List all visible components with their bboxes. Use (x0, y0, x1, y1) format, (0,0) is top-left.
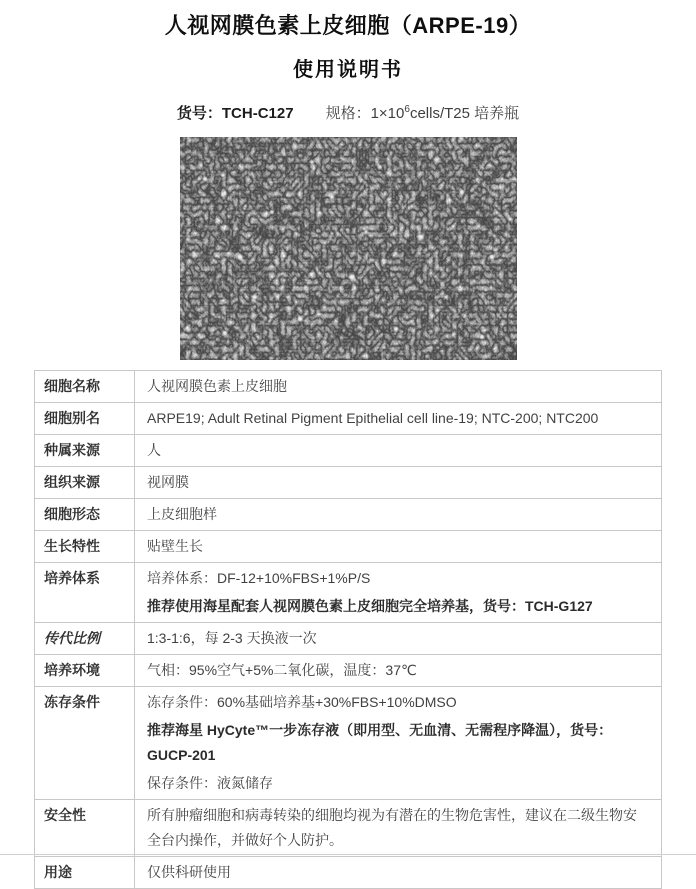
table-row-tissue (35, 467, 662, 499)
table-row-culture-system (35, 563, 662, 623)
row-value: 冻存条件：60%基础培养基+30%FBS+10%DMSO 推荐海星 HyCyte™一步冻存液（即用型、无血清、无需程序降温），货号：GUCP-201 保存条件：液氮储存 (135, 687, 662, 800)
table-row-morphology (35, 499, 662, 531)
cell-info-table (34, 370, 662, 889)
page-subtitle: 使用说明书 (293, 59, 403, 81)
row-value: 人视网膜色素上皮细胞 (135, 371, 662, 403)
row-value: 1:3-1:6，每 2-3 天换液一次 (135, 623, 662, 655)
table-row-species (35, 435, 662, 467)
row-value: 所有肿瘤细胞和病毒转染的细胞均视为有潜在的生物危害性，建议在二级生物安全台内操作，并做好个人防护。 (135, 800, 662, 857)
row-value: 培养体系：DF-12+10%FBS+1%P/S 推荐使用海星配套人视网膜色素上皮细胞完全培养基，货号：TCH-G127 (135, 563, 662, 623)
table-row-safety (35, 800, 662, 857)
row-label: 冻存条件 (35, 687, 135, 800)
table-row-cell-alias (35, 403, 662, 435)
catalog-value: TCH-C127 (221, 105, 294, 122)
table-row-usage (35, 857, 662, 889)
table-row-cell-name (35, 371, 662, 403)
table-row-growth (35, 531, 662, 563)
table-row-cryopreservation (35, 687, 662, 800)
row-label: 培养体系 (35, 563, 135, 623)
row-label: 细胞名称 (35, 371, 135, 403)
row-label: 安全性 (35, 800, 135, 857)
row-value: 人 (135, 435, 662, 467)
cell-micrograph (180, 137, 517, 360)
catalog-number (177, 102, 294, 123)
specification (326, 102, 520, 123)
spec-value: $1\times 10^6cells/T25$ 培养瓶 (370, 104, 520, 122)
row-value: 仅供科研使用 (135, 857, 662, 889)
table-row-culture-environment (35, 655, 662, 687)
row-label: 培养环境 (35, 655, 135, 687)
row-label: 传代比例 (35, 623, 135, 655)
table-row-subculture-ratio (35, 623, 662, 655)
row-label: 组织来源 (35, 467, 135, 499)
row-label: 细胞别名 (35, 403, 135, 435)
row-value: ARPE19; Adult Retinal Pigment Epithelial cell line-19; NTC-200; NTC200 (135, 403, 662, 435)
micrograph-cell-texture (180, 137, 517, 360)
row-value: 上皮细胞样 (135, 499, 662, 531)
row-label: 细胞形态 (35, 499, 135, 531)
row-label: 生长特性 (35, 531, 135, 563)
datasheet-page (0, 9, 696, 880)
row-value: 视网膜 (135, 467, 662, 499)
spec-line (0, 102, 696, 123)
row-value: 气相：95%空气+5%二氧化碳，温度：37℃ (135, 655, 662, 687)
row-label: 种属来源 (35, 435, 135, 467)
row-value: 贴壁生长 (135, 531, 662, 563)
spec-exponent: 6 (404, 104, 410, 115)
spec-label: 规格： (325, 105, 371, 122)
page-title: 人视网膜色素上皮细胞（ARPE-19） (164, 13, 532, 38)
page-bottom-divider (0, 854, 696, 855)
catalog-label: 货号： (176, 105, 222, 122)
row-label: 用途 (35, 857, 135, 889)
